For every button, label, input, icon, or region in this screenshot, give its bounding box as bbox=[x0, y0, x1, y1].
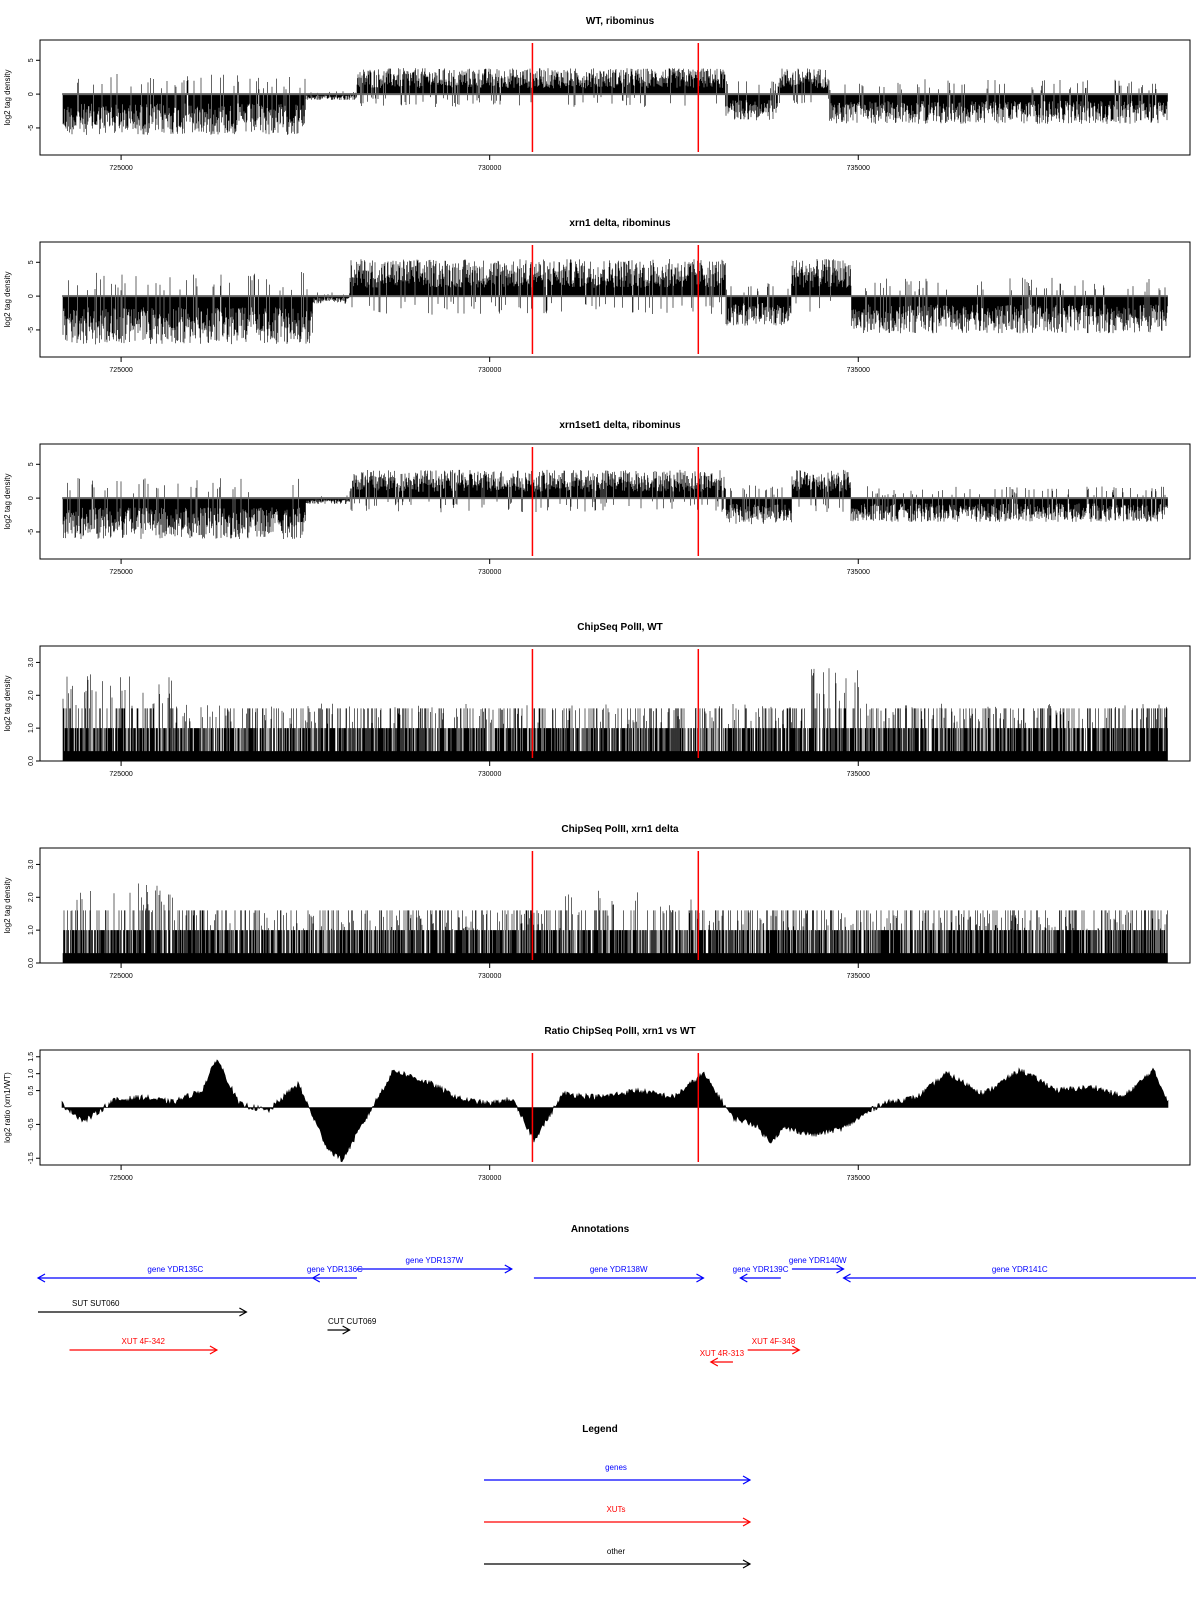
x-tick-label: 735000 bbox=[846, 569, 870, 576]
x-tick-label: 725000 bbox=[109, 569, 133, 576]
feature-label: XUT 4F-342 bbox=[121, 1337, 165, 1346]
y-tick-label: -1.5 bbox=[28, 1152, 35, 1165]
panel-title: xrn1 delta, ribominus bbox=[569, 218, 671, 229]
y-tick-label: -5 bbox=[28, 326, 35, 334]
x-tick-label: 730000 bbox=[477, 367, 502, 374]
y-axis-label: log2 tag density bbox=[3, 69, 12, 126]
legend-label: other bbox=[606, 1547, 626, 1556]
y-tick-label: 1.5 bbox=[28, 1051, 35, 1062]
legend-label: genes bbox=[605, 1463, 627, 1472]
y-tick-label: 1.0 bbox=[28, 925, 35, 936]
y-tick-label: 0.0 bbox=[28, 958, 35, 968]
x-tick-label: 735000 bbox=[846, 1175, 870, 1182]
feature-label: XUT 4F-348 bbox=[751, 1337, 796, 1346]
feature-label: XUT 4R-313 bbox=[699, 1349, 745, 1358]
feature-label: gene YDR136C bbox=[306, 1265, 363, 1274]
x-tick-label: 735000 bbox=[846, 367, 870, 374]
x-tick-label: 725000 bbox=[109, 973, 133, 980]
x-tick-label: 730000 bbox=[477, 771, 502, 778]
feature-label: SUT SUT060 bbox=[72, 1299, 120, 1308]
x-tick-label: 735000 bbox=[846, 973, 870, 980]
y-tick-label: 2.0 bbox=[28, 892, 35, 903]
panel-title: ChipSeq PolII, WT bbox=[577, 622, 663, 633]
panel-title: xrn1set1 delta, ribominus bbox=[559, 420, 681, 431]
x-tick-label: 730000 bbox=[477, 165, 502, 172]
y-tick-label: 0 bbox=[28, 92, 35, 97]
annotations-title: Annotations bbox=[570, 1224, 630, 1235]
x-tick-label: 725000 bbox=[109, 1175, 133, 1182]
y-axis-label: log2 tag density bbox=[3, 473, 12, 530]
x-tick-label: 735000 bbox=[846, 165, 870, 172]
y-tick-label: 1.0 bbox=[28, 723, 35, 734]
panel-title: ChipSeq PolII, xrn1 delta bbox=[561, 824, 679, 835]
y-tick-label: 0.0 bbox=[28, 756, 35, 766]
y-axis-label: log2 tag density bbox=[3, 271, 12, 328]
y-axis-label: log2 tag density bbox=[3, 675, 12, 732]
x-tick-label: 725000 bbox=[109, 165, 133, 172]
panel-title: Ratio ChipSeq PolII, xrn1 vs WT bbox=[544, 1026, 696, 1037]
feature-label: gene YDR135C bbox=[147, 1265, 204, 1274]
y-tick-label: 0 bbox=[28, 294, 35, 299]
y-tick-label: 3.0 bbox=[28, 657, 35, 668]
legend-title: Legend bbox=[582, 1424, 618, 1435]
legend-label: XUTs bbox=[606, 1505, 626, 1514]
y-tick-label: -5 bbox=[28, 124, 35, 132]
y-tick-label: 0 bbox=[28, 496, 35, 501]
feature-label: gene YDR137W bbox=[405, 1256, 464, 1265]
x-tick-label: 735000 bbox=[846, 771, 870, 778]
x-tick-label: 730000 bbox=[477, 569, 502, 576]
y-tick-label: -5 bbox=[28, 528, 35, 536]
y-tick-label: 5 bbox=[28, 462, 35, 467]
feature-label: gene YDR141C bbox=[991, 1265, 1048, 1274]
x-tick-label: 730000 bbox=[477, 973, 502, 980]
y-tick-label: 5 bbox=[28, 260, 35, 265]
y-tick-label: 2.0 bbox=[28, 690, 35, 701]
y-tick-label: 0.5 bbox=[28, 1085, 35, 1096]
y-axis-label: log2 tag density bbox=[3, 877, 12, 934]
y-tick-label: 5 bbox=[28, 58, 35, 63]
feature-label: CUT CUT069 bbox=[328, 1317, 377, 1326]
y-tick-label: 3.0 bbox=[28, 859, 35, 870]
y-axis-label: log2 ratio (xrn1/WT) bbox=[3, 1072, 12, 1143]
feature-label: gene YDR138W bbox=[589, 1265, 648, 1274]
y-tick-label: -0.5 bbox=[28, 1118, 35, 1131]
panel-title: WT, ribominus bbox=[585, 16, 655, 27]
feature-label: gene YDR139C bbox=[732, 1265, 789, 1274]
x-tick-label: 725000 bbox=[109, 367, 133, 374]
x-tick-label: 730000 bbox=[477, 1175, 502, 1182]
x-tick-label: 725000 bbox=[109, 771, 133, 778]
feature-label: gene YDR140W bbox=[788, 1256, 847, 1265]
y-tick-label: 1.0 bbox=[28, 1068, 35, 1079]
